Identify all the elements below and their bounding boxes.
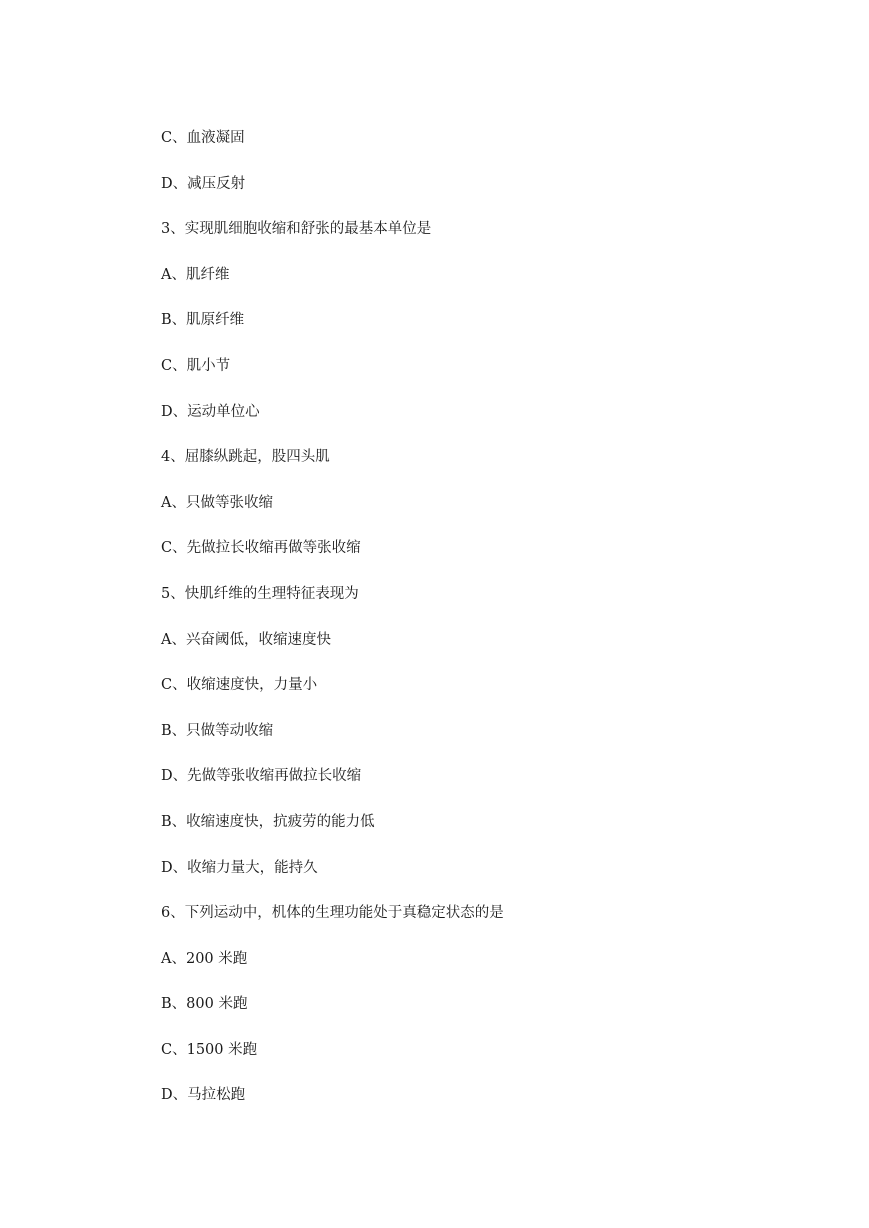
option-d-motor-unit: D、运动单位心 xyxy=(161,403,260,420)
question-3: 3、实现肌细胞收缩和舒张的最基本单位是 xyxy=(161,221,432,238)
option-c-sarcomere: C、肌小节 xyxy=(161,357,231,374)
option-b-myofibril: B、肌原纤维 xyxy=(161,312,245,329)
option-c-fast-low-force: C、收缩速度快，力量小 xyxy=(161,677,318,694)
question-6: 6、下列运动中，机体的生理功能处于真稳定状态的是 xyxy=(161,905,504,922)
option-b-fast-low-endurance: B、收缩速度快，抗疲劳的能力低 xyxy=(161,813,375,830)
option-b-isokinetic-only: B、只做等动收缩 xyxy=(161,722,274,739)
question-4: 4、屈膝纵跳起，股四头肌 xyxy=(161,449,330,466)
question-5: 5、快肌纤维的生理特征表现为 xyxy=(161,585,359,602)
option-a-isotonic-only: A、只做等张收缩 xyxy=(161,494,273,511)
option-d-marathon: D、马拉松跑 xyxy=(161,1087,246,1104)
option-c-1500m-run: C、1500 米跑 xyxy=(161,1041,258,1058)
question-list xyxy=(161,126,781,1129)
option-a-muscle-fiber: A、肌纤维 xyxy=(161,266,230,283)
option-a-200m-run: A、200 米跑 xyxy=(161,950,248,967)
option-d-isotonic-then-lengthening: D、先做等张收缩再做拉长收缩 xyxy=(161,768,362,785)
option-c-lengthening-then-isotonic: C、先做拉长收缩再做等张收缩 xyxy=(161,540,361,557)
option-d-strong-enduring: D、收缩力量大，能持久 xyxy=(161,859,318,876)
option-c-blood-coagulation: C、血液凝固 xyxy=(161,130,245,146)
option-d-depressor-reflex: D、减压反射 xyxy=(161,175,246,192)
option-a-low-threshold-fast: A、兴奋阈低，收缩速度快 xyxy=(161,631,331,648)
option-b-800m-run: B、800 米跑 xyxy=(161,996,248,1013)
